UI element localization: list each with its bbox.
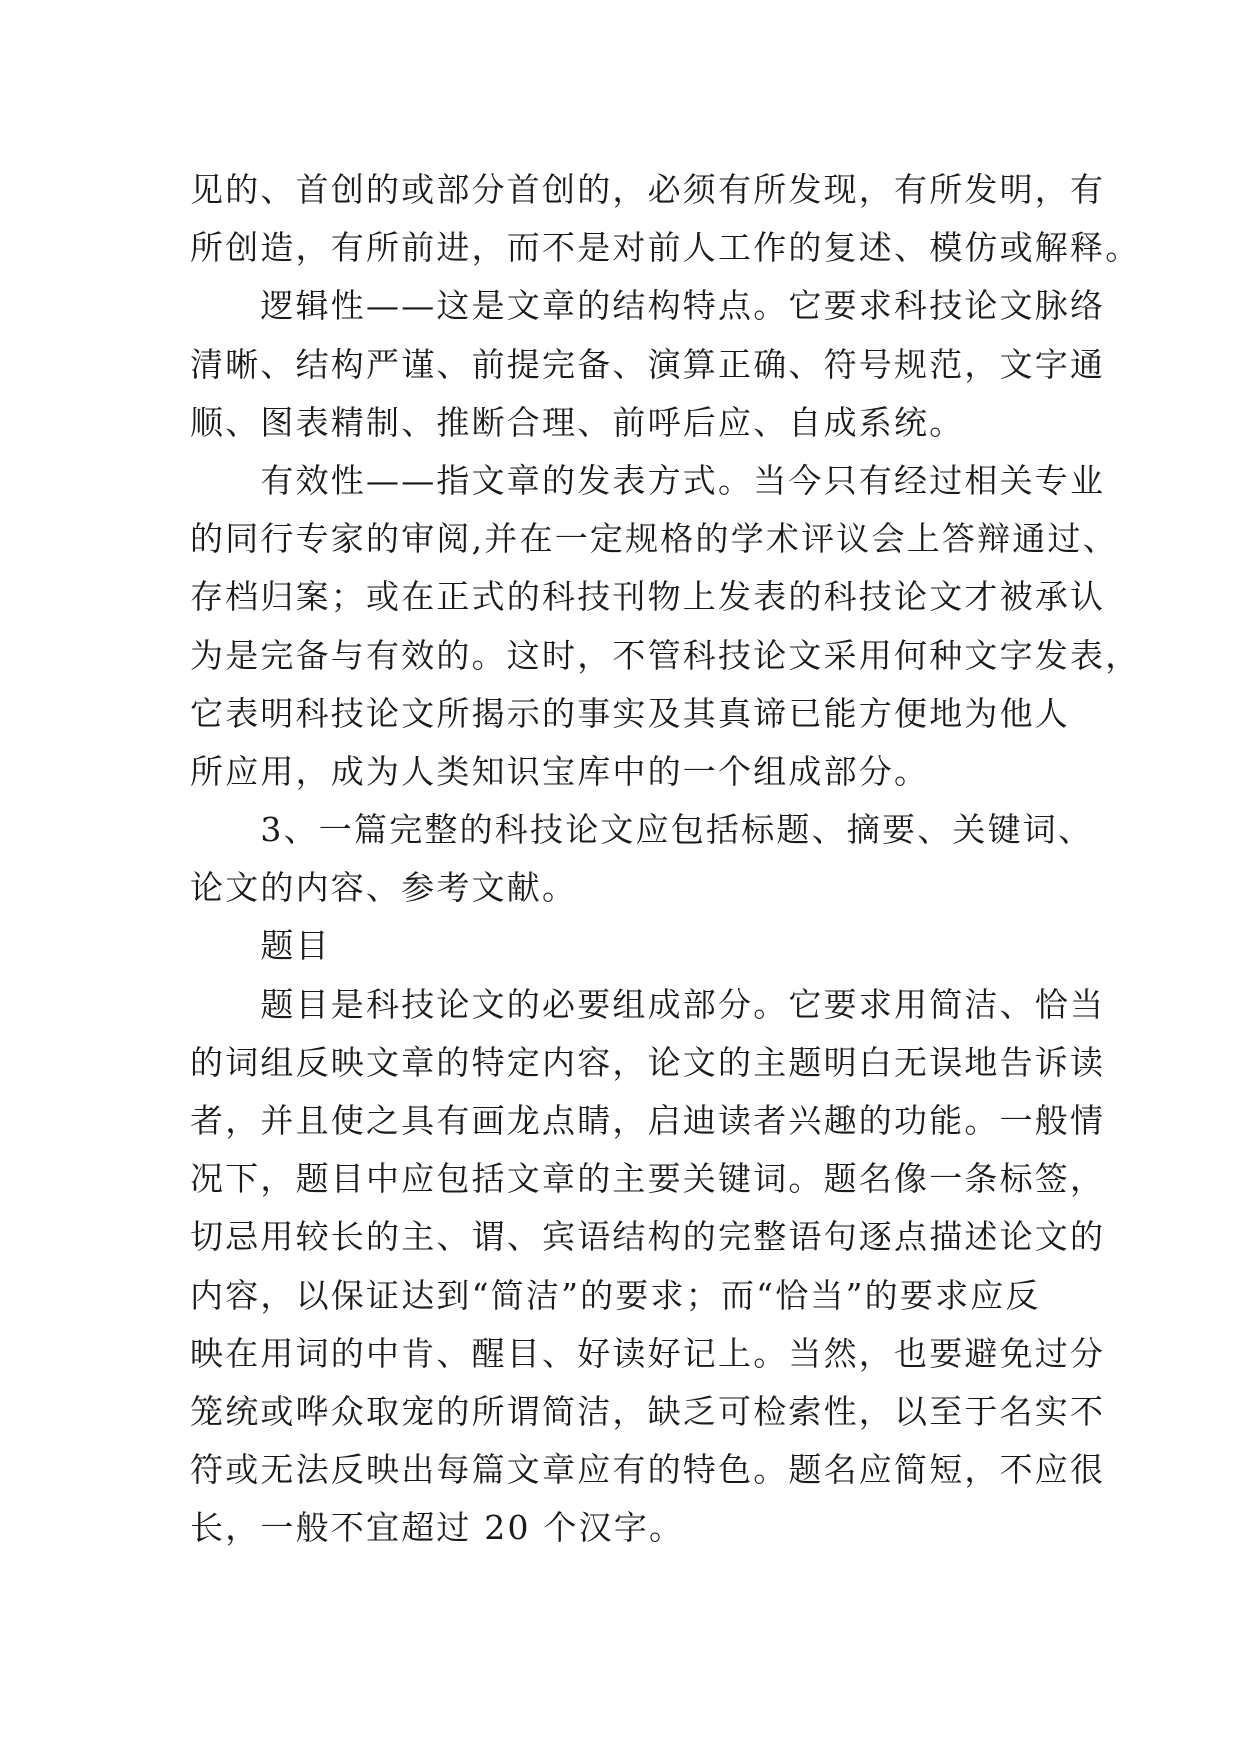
text-line: 映在用词的中肯、醒目、好读好记上。当然，也要避免过分: [190, 1333, 1106, 1373]
text-line: 所应用，成为人类知识宝库中的一个组成部分。: [190, 751, 930, 791]
text-line: 的同行专家的审阅,并在一定规格的学术评议会上答辩通过、: [190, 519, 1118, 559]
text-line: 况下，题目中应包括文章的主要关键词。题名像一条标签，: [190, 1159, 1106, 1199]
text-line: 论文的内容、参考文献。: [190, 868, 578, 908]
text-line: 的词组反映文章的特定内容，论文的主题明白无误地告诉读: [190, 1042, 1106, 1082]
text-line: 有效性——指文章的发表方式。当今只有经过相关专业: [190, 460, 1106, 500]
text-line: 存档归案；或在正式的科技刊物上发表的科技论文才被承认: [190, 577, 1106, 617]
text-line: 为是完备与有效的。这时，不管科技论文采用何种文字发表，: [190, 635, 1141, 675]
text-line: 顺、图表精制、推断合理、前呼后应、自成系统。: [190, 402, 965, 442]
text-line: 清晰、结构严谨、前提完备、演算正确、符号规范，文字通: [190, 344, 1106, 384]
body-text: [190, 161, 1141, 1558]
section-heading: 题目: [190, 926, 331, 966]
text-line: 笼统或哗众取宠的所谓简洁，缺乏可检索性，以至于名实不: [190, 1391, 1106, 1431]
text-line: 见的、首创的或部分首创的，必须有所发现，有所发明，有: [190, 170, 1106, 209]
text-line: 符或无法反映出每篇文章应有的特色。题名应简短，不应很: [190, 1450, 1106, 1490]
text-line: 切忌用较长的主、谓、宾语结构的完整语句逐点描述论文的: [190, 1217, 1106, 1257]
text-line: 它表明科技论文所揭示的事实及其真谛已能方便地为他人: [190, 693, 1070, 733]
text-line: 所创造，有所前进，而不是对前人工作的复述、模仿或解释。: [190, 228, 1141, 268]
text-line: 者，并且使之具有画龙点睛，启迪读者兴趣的功能。一般情: [190, 1101, 1106, 1140]
text-line: 题目是科技论文的必要组成部分。它要求用简洁、恰当: [190, 984, 1106, 1024]
text-line: 长，一般不宜超过 20 个汉字。: [190, 1508, 685, 1548]
text-line: 3、一篇完整的科技论文应包括标题、摘要、关键词、: [190, 810, 1094, 850]
text-line: 逻辑性——这是文章的结构特点。它要求科技论文脉络: [190, 286, 1106, 326]
text-line: 内容，以保证达到“简洁”的要求；而“恰当”的要求应反: [190, 1275, 1041, 1315]
